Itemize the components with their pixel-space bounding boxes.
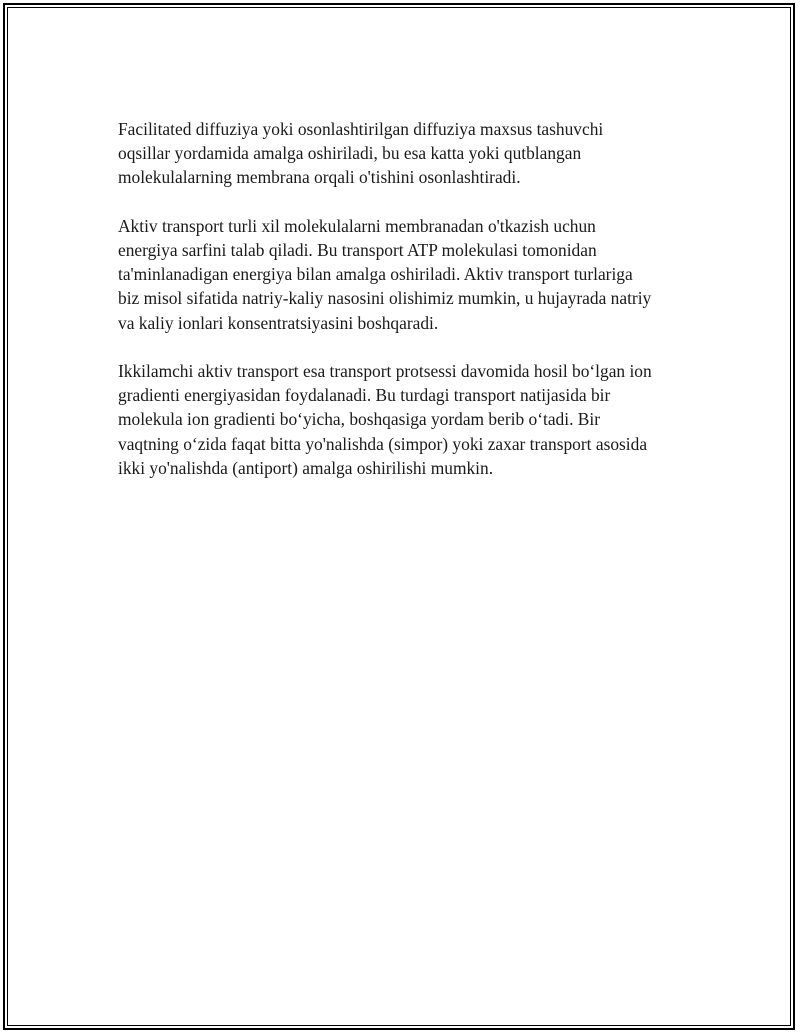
- text-line: oqsillar yordamida amalga oshiriladi, bu esa katta yoki qutblangan: [118, 143, 582, 164]
- text-line: Facilitated diffuziya yoki osonlashtirilgan diffuziya maxsus tashuvchi: [118, 119, 604, 139]
- text-line: Aktiv transport turli xil molekulalarni membranadan o'tkazish uchun: [118, 215, 596, 236]
- text-line: biz misol sifatida natriy-kaliy nasosini olishimiz mumkin, u hujayrada natriy: [118, 288, 652, 309]
- paragraph-secondary-active-transport: [118, 359, 698, 480]
- paragraph-active-transport: [118, 214, 698, 335]
- text-line: ikki yo'nalishda (antiport) amalga oshirilishi mumkin.: [118, 457, 494, 478]
- text-line: energiya sarfini talab qiladi. Bu transport ATP molekulasi tomonidan: [118, 240, 597, 260]
- text-line: va kaliy ionlari konsentratsiyasini boshqaradi.: [118, 312, 439, 333]
- document-body: [118, 117, 698, 504]
- text-line: Ikkilamchi aktiv transport esa transport protsessi davomida hosil bo‘lgan ion: [118, 361, 652, 381]
- text-line: vaqtning o‘zida faqat bitta yo'nalishda (simpor) yoki zaxar transport asosida: [118, 433, 648, 454]
- text-line: gradienti energiyasidan foydalanadi. Bu turdagi transport natijasida bir: [118, 385, 611, 406]
- text-line: molekula ion gradienti bo‘yicha, boshqasiga yordam berib o‘tadi. Bir: [118, 409, 600, 430]
- paragraph-facilitated-diffusion: [118, 117, 698, 190]
- text-line: molekulalarning membrana orqali o'tishini osonlashtiradi.: [118, 167, 521, 188]
- text-line: ta'minlanadigan energiya bilan amalga oshiriladi. Aktiv transport turlariga: [118, 264, 633, 285]
